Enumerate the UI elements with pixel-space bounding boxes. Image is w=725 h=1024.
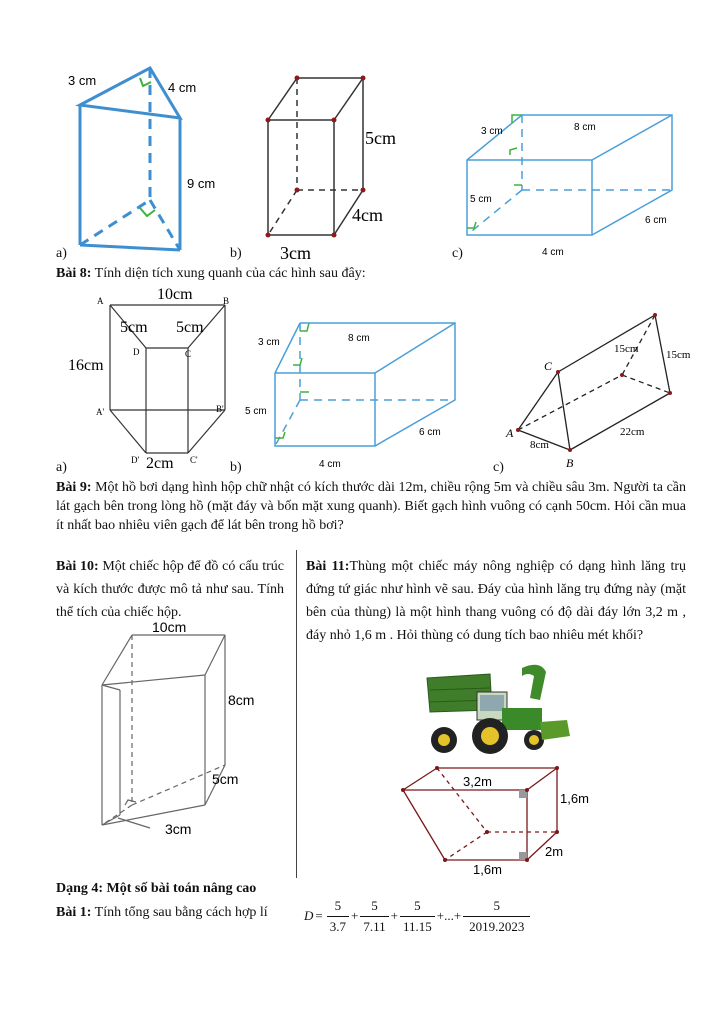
fig-mid-a-s1: 5cm [120, 319, 148, 336]
fig-mid-c-B: B [566, 456, 574, 470]
fig-bai11-l2: 1,6m [560, 791, 589, 806]
fig-mid-c-letter: c) [493, 460, 504, 475]
formula-plus-2: + [390, 908, 398, 923]
fig-bai10-l1: 10cm [152, 619, 187, 635]
fig-mid-b-label-8cm: 8 cm [348, 333, 370, 344]
fig-mid-c-l2: 15cm [666, 349, 691, 361]
bai11-text: Thùng một chiếc máy nông nghiệp có dạng hình lăng trụ đứng tứ giác như hình vẽ sau. Đáy của hình lăng trụ đứng này (mặt bên của thùng) là một hình thang vuông có độ dài đáy lớn 3,2 m , đáy nhỏ 1,6 m . Hỏi thùng có dung tích bao nhiêu mét khối? [306, 559, 686, 643]
bai10-paragraph [56, 555, 284, 624]
fig-mid-b-label-6cm: 6 cm [419, 427, 441, 438]
fig-mid-b-label-4cm: 4 cm [319, 459, 341, 470]
fig-top-c-label-3cm: 3 cm [481, 126, 503, 137]
dang4-title: Dạng 4: Một số bài toán nâng cao [56, 881, 257, 896]
fig-mid-a-B: B [223, 296, 230, 306]
fig-mid-a-A: A [97, 296, 104, 306]
fig-top-c-letter: c) [452, 246, 463, 261]
fig-top-c-label-8cm: 8 cm [574, 122, 596, 133]
fig-mid-a-h: 16cm [68, 357, 104, 374]
fig-top-c-label-4cm: 4 cm [542, 247, 564, 258]
fraction-2 [360, 898, 388, 935]
fraction-2-num: 5 [371, 897, 378, 913]
fig-mid-a-C2: C' [190, 455, 198, 465]
fig-top-a-letter: a) [56, 246, 67, 261]
figure-mid-b-prism [245, 318, 485, 478]
fig-mid-a-top: 10cm [157, 286, 193, 303]
fraction-3-num: 5 [414, 897, 421, 913]
formula-plus-4: + [453, 908, 462, 923]
bai11-title: Bài 11: [306, 559, 350, 574]
bai1-formula [304, 893, 532, 939]
bai8-text: Tính diện tích xung quanh của các hình sau đây: [91, 266, 366, 281]
bai10-title: Bài 10: [56, 559, 99, 574]
formula-var: D [304, 908, 314, 923]
fig-bai10-l4: 3cm [165, 821, 192, 837]
bai1-line [56, 903, 268, 922]
figure-top-c-prism [462, 110, 702, 260]
fig-bai10-l3: 5cm [212, 771, 239, 787]
fig-top-b-letter: b) [230, 246, 242, 261]
fig-mid-c-l1: 15cm [614, 343, 639, 355]
figure-mid-a-trapezoid-prism [60, 285, 245, 470]
fig-top-b-label-3cm: 3cm [280, 243, 311, 263]
fig-mid-a-C: C [185, 349, 192, 359]
bai1-title: Bài 1: [56, 905, 92, 920]
fig-top-a-label-4cm: 4 cm [168, 80, 197, 95]
fraction-1-num: 5 [334, 897, 342, 913]
fig-mid-c-l4: 8cm [530, 439, 549, 451]
dang4-heading [56, 879, 256, 898]
bai11-paragraph [306, 555, 686, 647]
fig-top-a-label-3cm: 3 cm [68, 73, 97, 88]
column-divider [296, 550, 297, 878]
fig-mid-c-C: C [544, 359, 553, 373]
fraction-1-den: 3.7 [327, 916, 349, 935]
bai8-line [56, 264, 366, 283]
formula-plus-3: + [436, 908, 445, 923]
figure-mid-c-triangular-prism [500, 310, 700, 470]
fig-bai11-l3: 2m [545, 844, 564, 859]
fig-mid-a-letter: a) [56, 460, 67, 475]
fraction-last-num: 5 [493, 897, 501, 913]
formula-eq: = [315, 908, 323, 923]
fig-mid-a-bot: 2cm [146, 455, 174, 472]
fig-mid-a-D2: D' [131, 455, 140, 465]
fig-mid-b-label-5cm: 5 cm [245, 406, 267, 417]
bai10-text: Một chiếc hộp để đồ có cấu trúc và kích thước được mô tả như sau. Tính thể tích của chiếc hộp. [56, 559, 284, 620]
fraction-3 [400, 898, 435, 935]
fig-mid-a-s2: 5cm [176, 319, 204, 336]
fig-top-a-label-9cm: 9 cm [187, 176, 216, 191]
fraction-last [463, 898, 530, 935]
formula-dots: ... [444, 908, 454, 923]
fraction-3-den: 11.15 [400, 916, 435, 935]
fig-mid-c-A: A [506, 426, 514, 440]
figure-bai11-prism [395, 760, 595, 880]
fig-top-c-label-5cm: 5 cm [470, 194, 492, 205]
fraction-2-den: 7.11 [360, 916, 388, 935]
bai9-title: Bài 9: [56, 480, 92, 495]
bai9-text: Một hồ bơi dạng hình hộp chữ nhật có kích thước dài 12m, chiều rộng 5m và chiều sâu 3m. Người ta cần lát gạch bên trong lòng hồ (mặt đáy và bốn mặt xung quanh). Biết gạch hình vuông có cạnh 50cm. Hỏi cần mua ít nhất bao nhiêu viên gạch để lát bên trong hồ bơi? [56, 480, 686, 533]
fig-bai10-l2: 8cm [228, 692, 255, 708]
fig-top-c-label-6cm: 6 cm [645, 215, 667, 226]
fig-mid-c-l3: 22cm [620, 426, 645, 438]
fig-mid-b-label-3cm: 3 cm [258, 337, 280, 348]
fig-mid-a-D: D [133, 347, 140, 357]
figure-top-b-box [260, 70, 420, 263]
figure-top-a-triangular-prism [55, 60, 216, 255]
bai1-text: Tính tổng sau bằng cách hợp lí [91, 905, 268, 920]
bai9-paragraph [56, 478, 686, 535]
fig-bai11-l1: 3,2m [463, 774, 492, 789]
fraction-1 [327, 898, 349, 935]
fig-mid-a-B2: B' [216, 404, 224, 414]
bai8-title: Bài 8: [56, 266, 92, 281]
fig-bai11-l4: 1,6m [473, 862, 502, 877]
fraction-last-den: 2019.2023 [463, 916, 530, 935]
tractor-illustration [422, 660, 572, 760]
figure-bai10-box [90, 620, 290, 840]
fig-mid-a-A2: A' [96, 407, 105, 417]
fig-top-b-label-4cm: 4cm [352, 205, 383, 225]
fig-mid-b-letter: b) [230, 460, 242, 475]
fig-top-b-label-5cm: 5cm [365, 128, 396, 148]
formula-plus-1: + [350, 908, 359, 923]
